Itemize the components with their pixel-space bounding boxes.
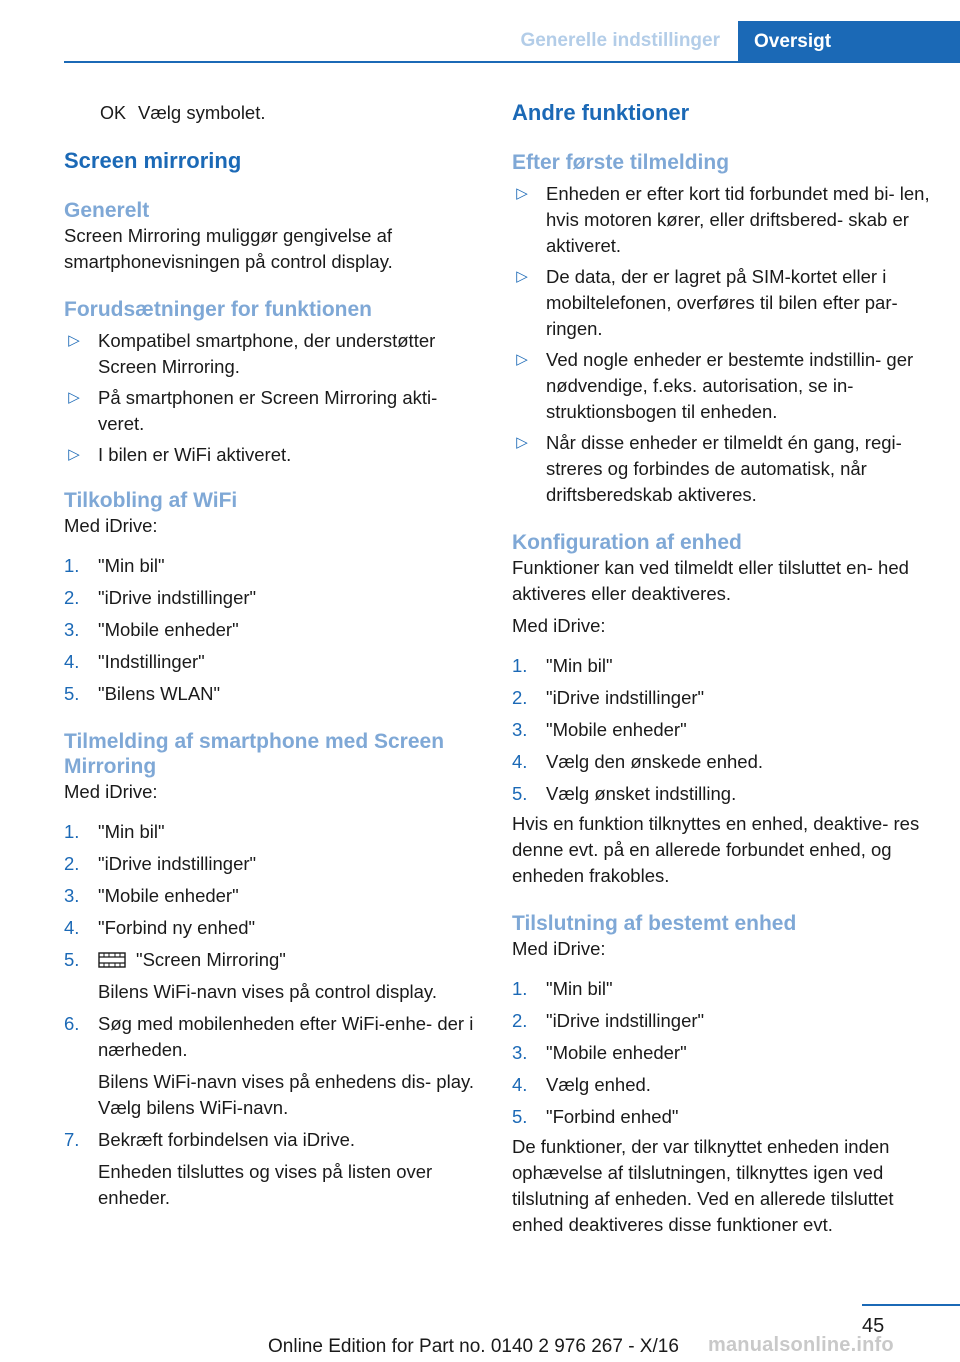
tilslutning-intro: Med iDrive: (512, 938, 606, 959)
list-item: 5. Vælg ønsket indstilling. (512, 783, 737, 804)
triangle-bullet-icon: ▷ (516, 185, 528, 202)
triangle-bullet-icon: ▷ (68, 446, 80, 463)
forudsaetninger-list (64, 328, 478, 468)
konfiguration-steps (512, 653, 932, 807)
list-item: 5. "Bilens WLAN" (64, 683, 221, 704)
list-item: 2. "iDrive indstillinger" (64, 853, 257, 874)
heading-tilslutning: Tilslutning af bestemt enhed (512, 912, 797, 935)
edition-text: Online Edition for Part no. 0140 2 976 267 - X/16 (268, 1336, 679, 1357)
list-item: 1. "Min bil" (64, 555, 165, 576)
list-item: 3. "Mobile enheder" (512, 719, 687, 740)
triangle-bullet-icon: ▷ (68, 332, 80, 349)
list-item: ▷ På smartphonen er Screen Mirroring akti- veret. (64, 385, 478, 437)
heading-generelt: Generelt (64, 199, 150, 222)
tilmelding-steps (64, 819, 478, 1211)
triangle-bullet-icon: ▷ (516, 434, 528, 451)
konfiguration-intro: Med iDrive: (512, 615, 606, 636)
right-column (512, 100, 932, 1238)
watermark: manualsonline.info (708, 1334, 894, 1356)
triangle-bullet-icon: ▷ (68, 389, 80, 406)
tilkobling-intro: Med iDrive: (64, 515, 158, 536)
generelt-text: Screen Mirroring muliggør gengivelse af smartphonevisningen på control display. (64, 225, 393, 272)
triangle-bullet-icon: ▷ (516, 351, 528, 368)
list-item: ▷ De data, der er lagret på SIM-kortet eller i mobiltelefonen, overføres til bilen efter par- ringen. (512, 264, 932, 342)
svg-text:OK: OK (100, 104, 126, 122)
list-item: 3. "Mobile enheder" (64, 885, 239, 906)
list-item: 4. "Forbind ny enhed" (64, 917, 256, 938)
list-item: ▷ Når disse enheder er tilmeldt én gang, regi- streres og forbindes de automatisk, når driftsberedskab aktiveres. (512, 430, 932, 508)
header-rule (64, 61, 960, 63)
ok-instruction-text: Vælg symbolet. (138, 102, 266, 123)
list-item: 4. "Indstillinger" (64, 651, 205, 672)
list-item: 2. "iDrive indstillinger" (512, 1010, 705, 1031)
header-section-title: Generelle indstillinger (520, 30, 720, 51)
list-item: ▷ Ved nogle enheder er bestemte indstillin- ger nødvendige, f.eks. autorisation, se in- struktionsbogen til enheden. (512, 347, 932, 425)
heading-andre-funktioner: Andre funktioner (512, 100, 690, 125)
tilslutning-after: De funktioner, der var tilknyttet enheden inden ophævelse af tilslutningen, tilknyttes igen ved tilslutning af enheden. Ved en allerede tilsluttet enhed deaktiveres disse funktioner evt. (512, 1136, 894, 1235)
list-item: 5. "Forbind enhed" (512, 1106, 679, 1127)
footer-rule (862, 1304, 960, 1306)
list-item: ▷ Kompatibel smartphone, der understøtter Screen Mirroring. (64, 328, 478, 380)
heading-konfiguration: Konfiguration af enhed (512, 531, 742, 554)
tilmelding-intro: Med iDrive: (64, 781, 158, 802)
list-item: 3. "Mobile enheder" (512, 1042, 687, 1063)
list-item: 7. Bekræft forbindelsen via iDrive. Enheden tilsluttes og vises på listen over enheder. (64, 1127, 478, 1211)
list-item: 1. "Min bil" (512, 978, 613, 999)
header-tab (738, 21, 960, 62)
screen-mirroring-icon (98, 949, 126, 965)
step-note: Bilens WiFi-navn vises på control display. (98, 981, 437, 1002)
heading-tilkobling: Tilkobling af WiFi (64, 489, 238, 512)
header-tab-label: Oversigt (754, 30, 832, 52)
ok-icon (100, 104, 126, 122)
step-note: Enheden tilsluttes og vises på listen over enheder. (98, 1161, 433, 1208)
list-item: ▷ I bilen er WiFi aktiveret. (64, 442, 478, 468)
list-item: 4. Vælg enhed. (512, 1074, 651, 1095)
konfiguration-text: Funktioner kan ved tilmeldt eller tilsluttet en- hed aktiveres eller deaktiveres. (512, 557, 909, 604)
heading-forudsaetninger: Forudsætninger for funktionen (64, 298, 372, 321)
list-item: 3. "Mobile enheder" (64, 619, 239, 640)
left-column (64, 100, 478, 1211)
list-item: 6. Søg med mobilenheden efter WiFi-enhe- der i nærheden. Bilens WiFi-navn vises på enhedens dis- play. Vælg bilens WiFi-navn. (64, 1011, 478, 1121)
list-item: 1. "Min bil" (64, 821, 165, 842)
step-note: Bilens WiFi-navn vises på enhedens dis- play. Vælg bilens WiFi-navn. (98, 1071, 474, 1118)
efter-list (512, 181, 932, 508)
heading-efter-tilmelding: Efter første tilmelding (512, 151, 730, 174)
list-item: 1. "Min bil" (512, 655, 613, 676)
triangle-bullet-icon: ▷ (516, 268, 528, 285)
heading-screen-mirroring: Screen mirroring (64, 148, 242, 173)
konfiguration-after: Hvis en funktion tilknyttes en enhed, deaktive- res denne evt. på en allerede forbundet enhed, og enheden frakobles. (512, 813, 920, 886)
heading-tilmelding: Tilmelding af smartphone med Screen Mirroring (64, 730, 445, 778)
list-item: 2. "iDrive indstillinger" (64, 587, 257, 608)
list-item: 5. "Screen Mirroring" Bilens WiFi-navn vises på control display. (64, 947, 478, 1005)
list-item: 4. Vælg den ønskede enhed. (512, 751, 764, 772)
list-item: ▷ Enheden er efter kort tid forbundet med bi- len, hvis motoren kører, eller driftsbered- skab er aktiveret. (512, 181, 932, 259)
tilslutning-steps (512, 976, 932, 1130)
page-number: 45 (862, 1315, 885, 1337)
list-item: 2. "iDrive indstillinger" (512, 687, 705, 708)
tilkobling-steps (64, 553, 478, 707)
ok-instruction (64, 100, 478, 126)
